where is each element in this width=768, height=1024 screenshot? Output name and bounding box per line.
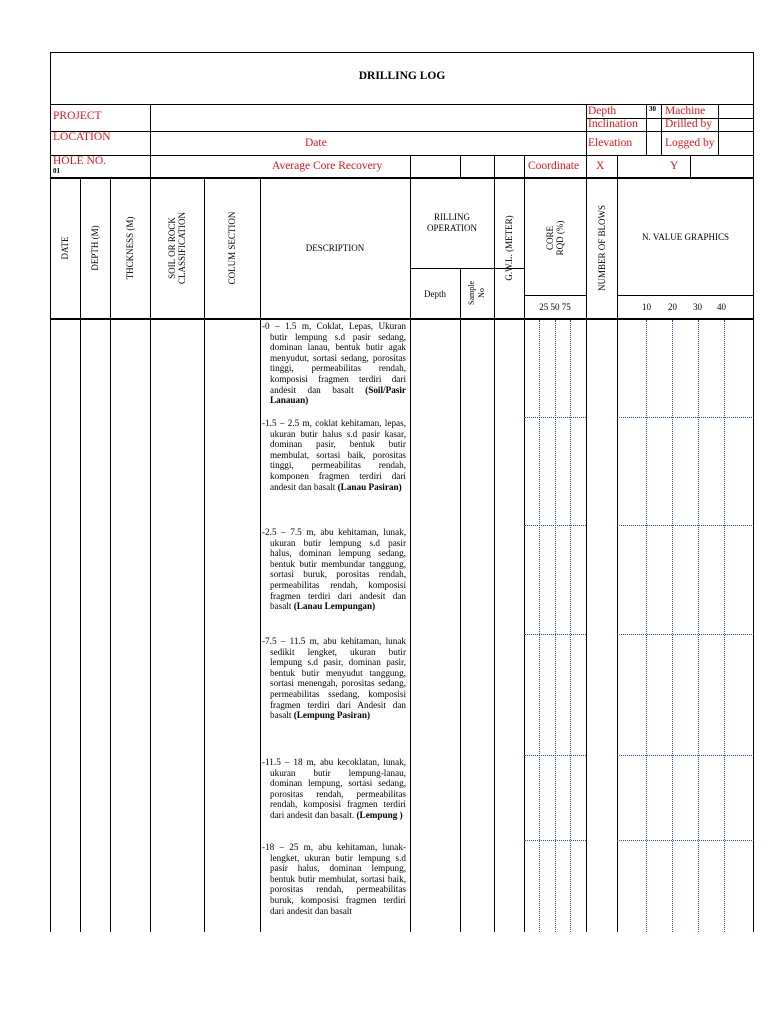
rule: [690, 155, 691, 178]
rule: [524, 295, 586, 296]
nvalue-tick: 30: [693, 302, 702, 312]
description-entry: [262, 636, 406, 721]
column-rule: [617, 177, 618, 932]
grid-row: [524, 634, 586, 635]
rule: [586, 104, 587, 178]
description-entry: [262, 527, 406, 612]
col-sample-header: [467, 273, 487, 313]
rule: [494, 155, 495, 178]
nvalue-tick: 40: [717, 302, 726, 312]
rule: [646, 104, 647, 155]
coordinate-label: Coordinate: [528, 160, 580, 172]
col-nvalue-header: N. VALUE GRAPHICS: [642, 232, 729, 242]
description-entry: [262, 418, 406, 492]
project-label: PROJECT: [53, 110, 102, 122]
col-date-header: DATE: [60, 236, 70, 260]
description-soil-type: (Lanau Pasiran): [337, 481, 402, 492]
grid-row: [524, 417, 586, 418]
form-title: DRILLING LOG: [358, 70, 446, 82]
col-description-header: DESCRIPTION: [305, 243, 365, 253]
grid-row: [617, 840, 754, 841]
nvalue-tick: 10: [642, 302, 651, 312]
description-entry: [262, 842, 406, 931]
col-colum-section-header: COLUM SECTION: [227, 211, 237, 285]
grid-row: [617, 634, 754, 635]
rule: [50, 318, 754, 320]
col-blows-header: NUMBER OF BLOWS: [597, 205, 607, 292]
grid-row: [524, 755, 586, 756]
column-rule: [80, 177, 81, 932]
col-drill-depth-header: Depth: [424, 289, 446, 299]
rule: [50, 177, 754, 179]
description-text: -11.5 – 18 m, abu kecoklatan, lunak, ukuran butir lempung-lanau, dominan lempung, sortasi sedang, porositas rendah, permeabilitas rendah, komposisi fragmen terdiri dari andesit dan basalt.: [262, 757, 406, 820]
description-soil-type: (Lempung ): [356, 809, 403, 820]
description-soil-type: (Lanau Lempungan): [293, 601, 376, 612]
col-depth-header: DEPTH (M): [90, 225, 100, 271]
column-rule: [586, 177, 587, 932]
col-drilling-header: [410, 212, 494, 234]
description-text: -2.5 – 7.5 m, abu kehitaman, lunak, ukuran butir lempung s.d pasir halus, dominan lempung sedang, bentuk butir membundar tanggung, sortasi buruk, porositas rendah, permeabilitas rendah, komposisi fragmen terdiri dari andesit dan basalt: [262, 527, 406, 612]
elevation-label: Elevation: [588, 137, 633, 149]
description-soil-type: (Soil/Pasir Lanauan): [270, 384, 406, 406]
col-soil-line1: SOIL OR ROCK: [167, 217, 177, 279]
col-thickness-header: THCKNESS (M): [125, 216, 135, 280]
grid-row: [617, 417, 754, 418]
hole-no-value: 01: [53, 167, 60, 175]
column-rule: [260, 177, 261, 932]
location-label: LOCATION: [53, 131, 111, 143]
grid-row: [617, 755, 754, 756]
rule: [50, 131, 586, 132]
col-core-line1: CORE: [545, 226, 555, 251]
rule: [617, 295, 754, 296]
avg-core-recovery-label: Average Core Recovery: [272, 160, 383, 172]
description-entry: [262, 321, 406, 406]
col-core-line2: RQD (%): [555, 220, 565, 256]
hole-no-label: HOLE NO.: [53, 155, 107, 167]
col-soil-line2: CLASSIFICATION: [177, 212, 187, 285]
description-entry: [262, 757, 406, 821]
col-sample-line1: Sample: [467, 281, 476, 305]
description-text: -18 – 25 m, abu kehitaman, lunak-lengket, ukuran butir lempung s.d pasir halus, dominan lempung, bentuk butir membulat, sortasi baik, porositas rendah, permeabilitas buruk, komposisi fragmen terdiri dari andesit dan basalt: [262, 842, 406, 916]
col-soil-header: [167, 188, 187, 308]
column-rule: [524, 177, 525, 932]
col-drilling-line2: OPERATION: [426, 223, 477, 233]
rule: [50, 155, 754, 156]
description-text: -1.5 – 2.5 m, coklat kehitaman, lepas, ukuran butir halus s.d pasir kasar, dominan pasir, bentuk butir membulat, sortasi baik, porositas tinggi, permeabilitas rendah, komponen fragmen terdiri dari andesit dan basalt: [262, 418, 406, 492]
rule: [410, 155, 411, 178]
column-rule: [150, 177, 151, 932]
x-label: X: [596, 160, 605, 172]
column-rule: [494, 177, 495, 932]
column-rule: [110, 177, 111, 932]
rule: [460, 155, 461, 178]
col-drilling-line1: RILLING: [434, 212, 470, 222]
machine-label: Machine: [665, 105, 706, 117]
date-label: Date: [305, 137, 327, 149]
column-rule: [204, 177, 205, 932]
rule: [661, 104, 662, 155]
core-scale: 25 50 75: [539, 302, 571, 312]
rule: [524, 155, 525, 178]
inclination-label: Inclination: [588, 118, 638, 130]
nvalue-tick: 20: [668, 302, 677, 312]
rule: [617, 155, 618, 178]
depth-value: 30: [649, 105, 656, 113]
col-gwl-header: G.W.L. (METER): [504, 215, 514, 281]
col-core-header: [545, 208, 565, 268]
drilled-by-label: Drilled by: [665, 118, 712, 130]
description-text: -7.5 – 11.5 m, abu kehitaman, lunak sedikit lengket, ukuran butir lempung s.d pasir, dominan pasir, bentuk butir menyudut tanggung, sortasi menengah, porositas sedang, permeabilitas ssedang, komposisi fragmen terdiri dari Andesit dan basalt: [262, 636, 406, 721]
column-rule: [460, 268, 461, 932]
description-text: -0 – 1.5 m, Coklat, Lepas, Ukuran butir lempung s.d pasir sedang, dominan lanau, bentuk butir agak menyudut, sortasi sedang, porositas tinggi, permeabilitas rendah, komposisi fragmen terdiri dari andesit dan basalt: [262, 321, 406, 395]
depth-label: Depth: [588, 105, 617, 117]
description-soil-type: (Lempung Pasiran): [293, 710, 371, 721]
grid-row: [524, 840, 586, 841]
col-sample-line2: No: [477, 288, 486, 298]
grid-row: [617, 525, 754, 526]
rule: [586, 131, 754, 132]
y-label: Y: [670, 160, 679, 172]
rule: [150, 104, 151, 178]
logged-by-label: Logged by: [665, 137, 715, 149]
rule: [718, 104, 719, 155]
grid-row: [524, 525, 586, 526]
